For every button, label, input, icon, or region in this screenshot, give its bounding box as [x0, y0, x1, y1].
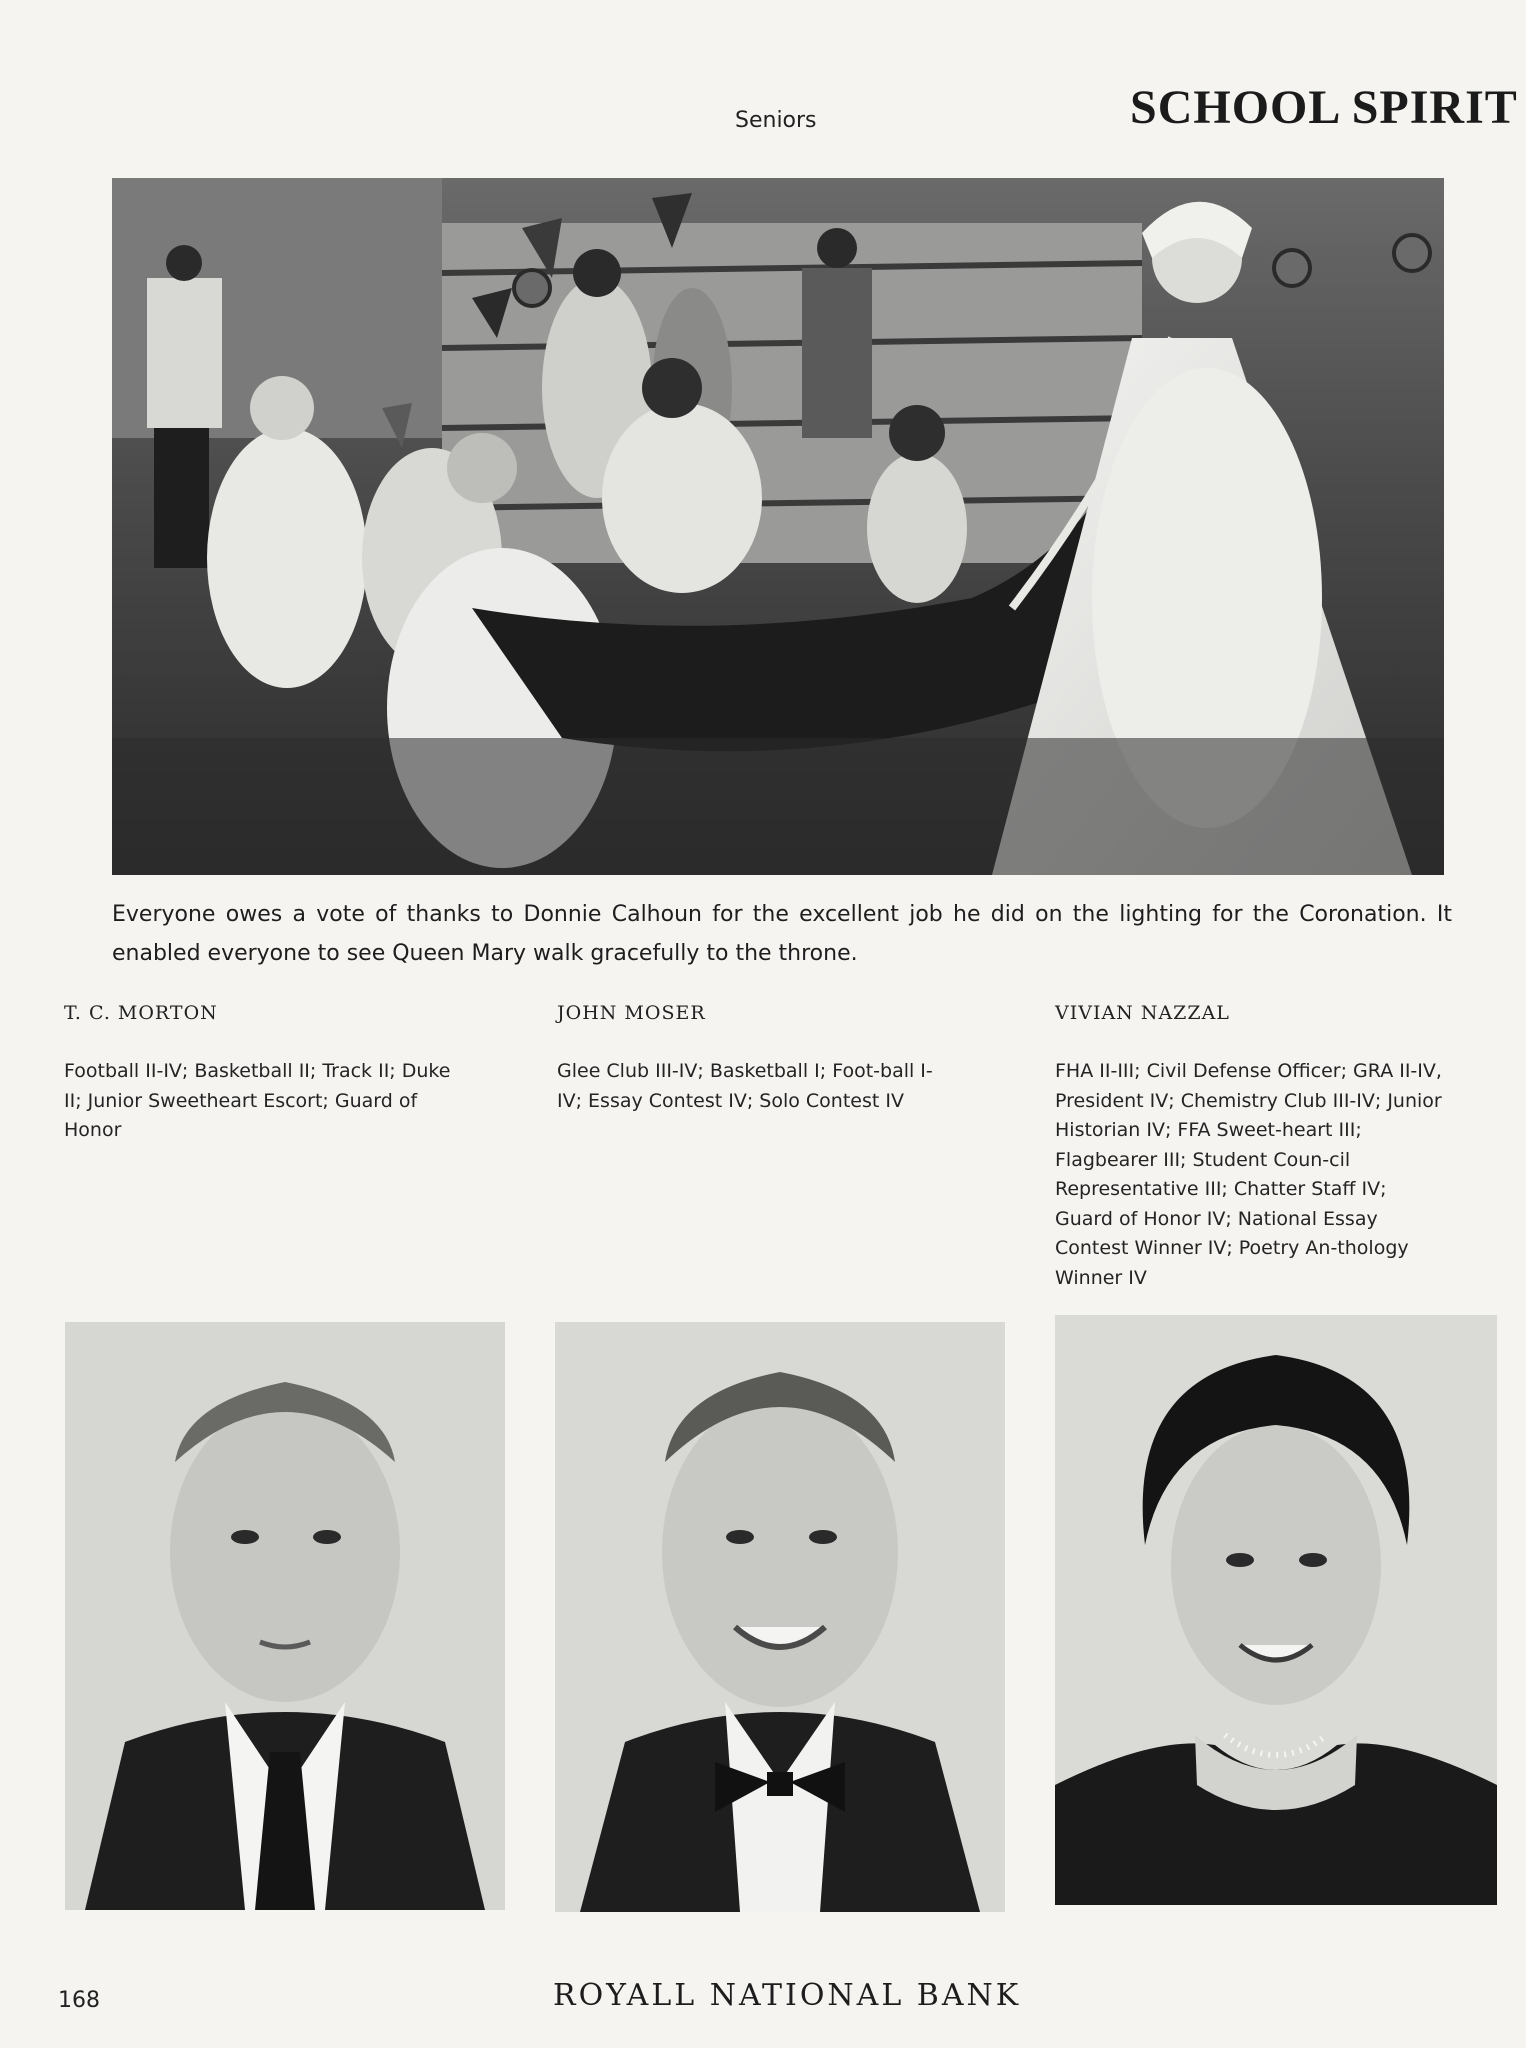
senior-name: VIVIAN NAZZAL	[1055, 1002, 1230, 1024]
senior-activities: Glee Club III-IV; Basketball I; Foot-ball I-IV; Essay Contest IV; Solo Contest IV	[557, 1060, 933, 1112]
coronation-photo	[112, 178, 1444, 875]
senior-name: T. C. MORTON	[64, 1002, 218, 1024]
page-number: 168	[58, 1988, 100, 2013]
footer-sponsor: ROYALL NATIONAL BANK	[553, 1978, 1022, 2013]
portrait-morton	[65, 1322, 505, 1910]
portrait-moser	[555, 1322, 1005, 1912]
senior-activities: FHA II-III; Civil Defense Officer; GRA II-IV, President IV; Chemistry Club III-IV; Junior Historian IV; FFA Sweet-heart III; Flagbearer III; Student Coun-cil Representative III; Chatter Staff IV; Guard of Honor IV; National Essay Contest Winner IV; Poetry An-thology Winner IV	[1055, 1060, 1442, 1289]
senior-activities: Football II-IV; Basketball II; Track II; Duke II; Junior Sweetheart Escort; Guard of Honor	[64, 1060, 451, 1141]
section-label: Seniors	[735, 108, 817, 133]
photo-caption: Everyone owes a vote of thanks to Donnie Calhoun for the excellent job he did on the lighting for the Coronation. It enabled everyone to see Queen Mary walk gracefully to the throne.	[112, 902, 1452, 966]
page-title: SCHOOL SPIRIT	[1130, 81, 1518, 134]
portrait-nazzal	[1055, 1315, 1497, 1905]
senior-name: JOHN MOSER	[557, 1002, 706, 1024]
